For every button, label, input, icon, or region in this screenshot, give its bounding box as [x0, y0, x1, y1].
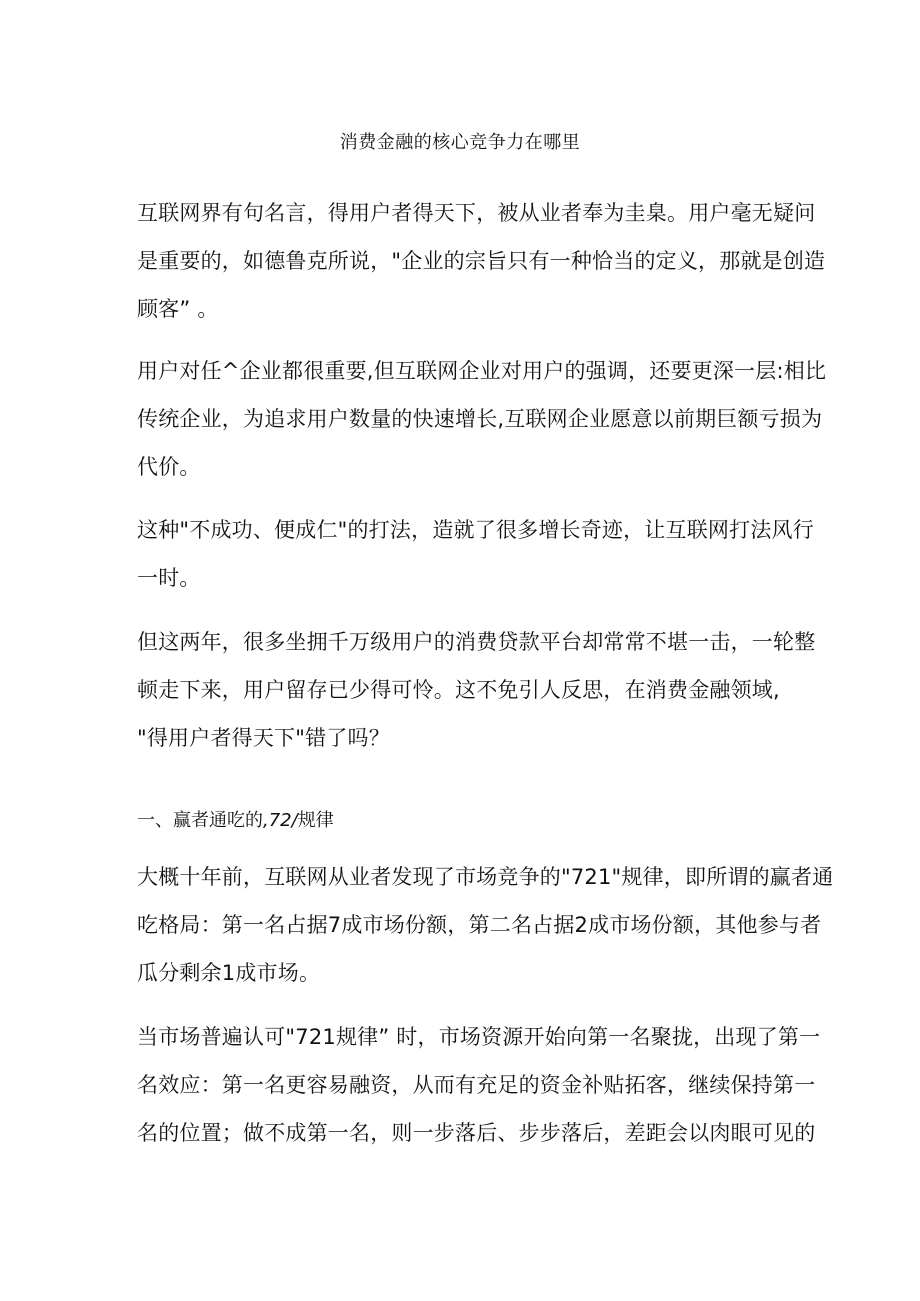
paragraph-line: 顿走下来，用户留存已少得可怜。这不免引人反思，在消费金融领域, — [137, 678, 780, 702]
paragraph-1 — [137, 189, 826, 333]
paragraph-line: 名的位置；做不成第一名，则一步落后、步步落后，差距会以肉眼可见的 — [137, 1121, 816, 1145]
paragraph-line: 但这两年，很多坐拥千万级用户的消费贷款平台却常常不堪一击，一轮整 — [137, 630, 816, 654]
paragraph-4 — [137, 618, 816, 762]
section-heading-suffix: 规律 — [297, 810, 334, 831]
paragraph-3 — [137, 506, 814, 602]
section-heading — [137, 807, 334, 835]
paragraph-2 — [137, 347, 827, 491]
paragraph-line: 一时。 — [137, 566, 201, 590]
paragraph-line: "得用户者得天下"错了吗？ — [137, 726, 390, 750]
paragraph-line: 名效应：第一名更容易融资，从而有充足的资金补贴拓客，继续保持第一 — [137, 1073, 816, 1097]
paragraph-line: 大概十年前，互联网从业者发现了市场竞争的"721"规律，即所谓的赢者通 — [137, 865, 834, 889]
paragraph-line: 用户对任^企业都很重要,但互联网企业对用户的强调，还要更深一层:相比 — [137, 359, 827, 383]
paragraph-line: 瓜分剩余1成市场。 — [137, 961, 321, 985]
paragraph-line: 吃格局：第一名占据7成市场份额，第二名占据2成市场份额，其他参与者 — [137, 913, 822, 937]
paragraph-line: 代价。 — [137, 455, 201, 479]
section-heading-number: ,72/ — [263, 810, 298, 831]
paragraph-line: 是重要的，如德鲁克所说，"企业的宗旨只有一种恰当的定义，那就是创造 — [137, 249, 826, 273]
paragraph-line: 这种"不成功、便成仁"的打法，造就了很多增长奇迹，让互联网打法风行 — [137, 518, 814, 542]
paragraph-line: 当市场普遍认可"721规律” 时，市场资源开始向第一名聚拢，出现了第一 — [137, 1025, 821, 1049]
paragraph-line: 传统企业，为追求用户数量的快速增长,互联网企业愿意以前期巨额亏损为 — [137, 407, 823, 431]
document-title: 消费金融的核心竞争力在哪里 — [339, 132, 581, 153]
section-heading-prefix: 一、赢者通吃的 — [137, 810, 263, 831]
paragraph-line: 互联网界有句名言，得用户者得天下，被从业者奉为圭臬。用户毫无疑问 — [137, 201, 816, 225]
paragraph-6 — [137, 1013, 821, 1157]
paragraph-line: 顾客” 。 — [137, 297, 219, 321]
paragraph-5 — [137, 853, 834, 997]
